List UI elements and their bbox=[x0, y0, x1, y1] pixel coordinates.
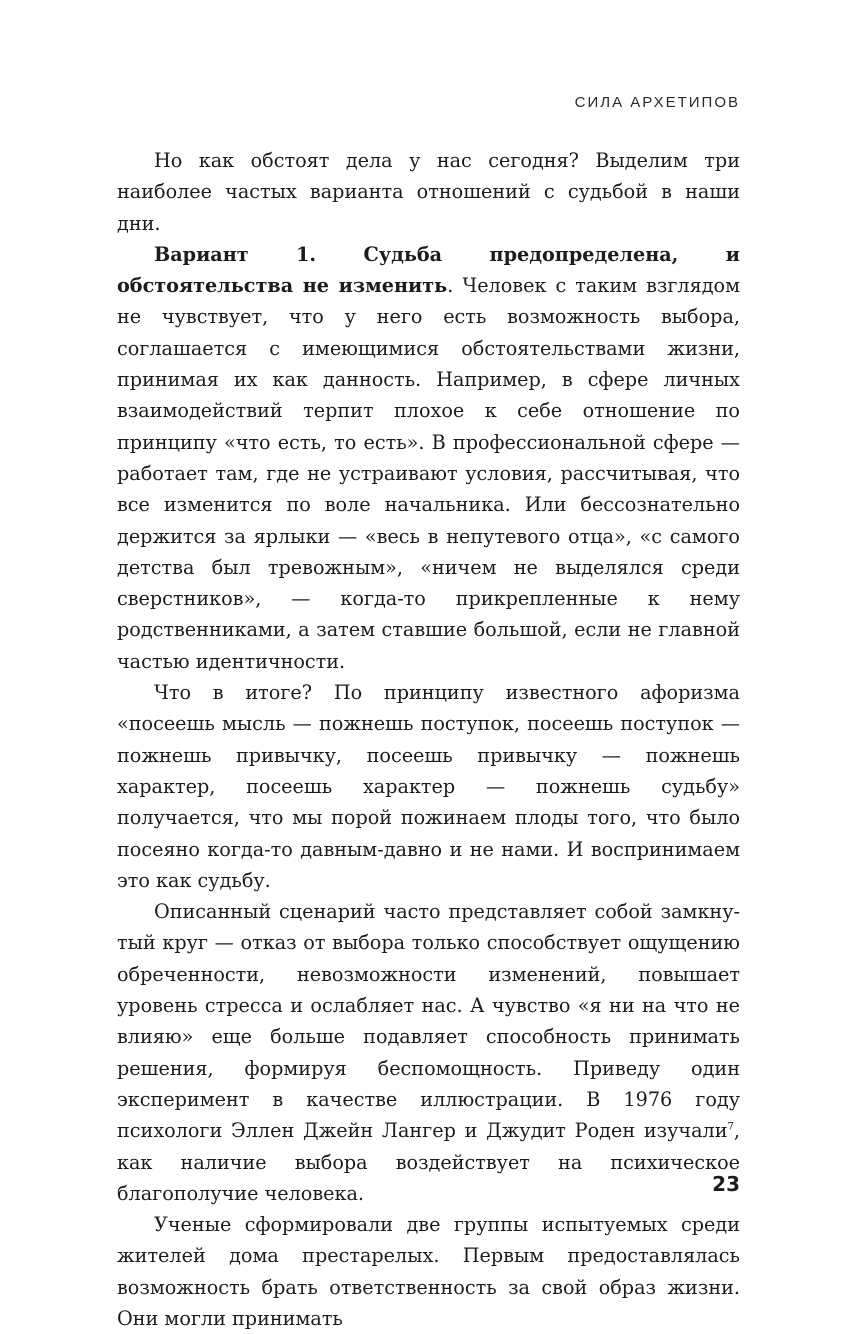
paragraph-variant-1 bbox=[117, 239, 740, 677]
body-text bbox=[117, 145, 740, 1334]
variant-1-heading: Вариант 1. Судьба предопределена, и обстоятельства не изменить bbox=[117, 242, 740, 298]
scenario-text-part-2: , как наличие выбора воздействует на психическое благополучие человека. bbox=[117, 1119, 740, 1205]
paragraph-intro: Но как обстоят дела у нас сегодня? Выделим три наиболее частых варианта отношений с судьбой в наши дни. bbox=[117, 149, 740, 235]
footnote-marker: 7 bbox=[727, 1121, 734, 1133]
scenario-text-part-1: Описанный сценарий часто представляет собой замкнутый круг — отказ от выбора только способствует ощущению обреченности, невозможности изменений, повышает уровень стресса и ослабляет нас. А чувство «я ни на что не влияю» еще больше подавляет способность принимать решения, формируя беспомощность. Приведу один эксперимент в качестве иллюстрации. В 1976 году психологи Эллен Джейн Лангер и Джудит Роден изучали bbox=[117, 900, 740, 1143]
paragraph-result: Что в итоге? По принципу известного афоризма «посеешь мысль — пожнешь поступок, посеешь поступок — пожнешь привычку, посеешь привычку — пожнешь характер, посеешь характер — пожнешь судьбу» получается, что мы порой пожинаем плоды того, что было посеяно когда-то давным-давно и не нами. И воспринимаем это как судьбу. bbox=[117, 681, 740, 892]
page-number: 23 bbox=[712, 1172, 740, 1196]
running-head: СИЛА АРХЕТИПОВ bbox=[574, 94, 740, 111]
variant-1-body: . Человек с таким взглядом не чувствует, что у него есть возможность выбора, соглашается с имеющимися обстоятельствами жизни, принимая их как данность. Например, в сфере личных взаимодействий терпит плохое к себе отношение по принципу «что есть, то есть». В профессиональной сфере — работает там, где не устраивают условия, рассчитывая, что все изменится по воле начальника. Или бессознательно держится за ярлыки — «весь в непутевого отца», «с самого детства был тревожным», «ничем не выделялся среди сверстников», — когда-то прикрепленные к нему родственниками, а затем ставшие большой, если не главной частью идентичности. bbox=[117, 274, 741, 673]
paragraph-experiment: Ученые сформировали две группы испытуемых среди жителей дома престарелых. Первым предоставлялась возможность брать ответственность за свой образ жизни. Они могли принимать bbox=[117, 1213, 740, 1330]
paragraph-scenario bbox=[117, 896, 740, 1209]
